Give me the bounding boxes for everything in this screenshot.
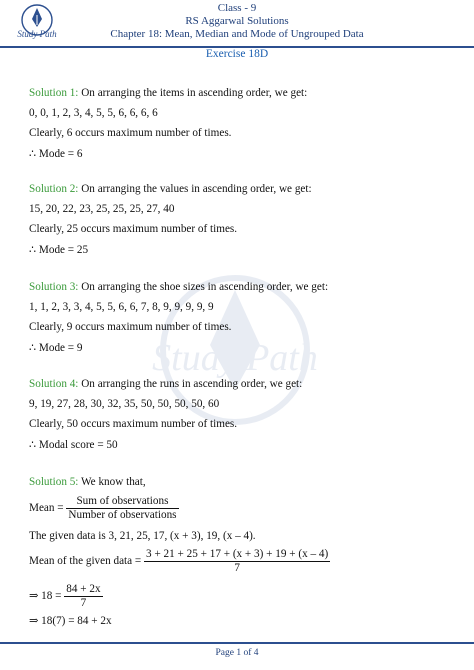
- page-header: [0, 0, 474, 46]
- solution-3-answer: ∴ Mode = 9: [29, 342, 83, 354]
- watermark-logo: [120, 270, 350, 440]
- logo-text: Study Path: [17, 29, 57, 39]
- given-data: The given data is 3, 21, 25, 17, (x + 3), 19, (x – 4).: [29, 530, 256, 542]
- solution-1-answer: ∴ Mode = 6: [29, 148, 83, 160]
- header-class: Class - 9: [217, 2, 257, 14]
- solution-2-answer: ∴ Mode = 25: [29, 244, 89, 256]
- solution-intro: On arranging the items in ascending order, we get:: [78, 87, 308, 99]
- solution-4-line: Clearly, 50 occurs maximum number of times.: [29, 418, 238, 430]
- solution-1-heading: [29, 87, 307, 99]
- solution-label: Solution 3:: [29, 281, 79, 293]
- step-1-fraction: [64, 583, 102, 610]
- step-prefix: ⇒ 18 =: [29, 590, 65, 603]
- solution-intro: On arranging the values in ascending order, we get:: [78, 183, 312, 195]
- fraction-numerator: 84 + 2x: [66, 583, 101, 595]
- solution-4-line: 9, 19, 27, 28, 30, 32, 35, 50, 50, 50, 50, 60: [29, 398, 220, 410]
- solution-intro: On arranging the shoe sizes in ascending order, we get:: [78, 281, 329, 293]
- mean-given-prefix: Mean of the given data =: [29, 555, 145, 568]
- header-book: RS Aggarwal Solutions: [185, 15, 289, 27]
- solution-label: Solution 2:: [29, 183, 79, 195]
- mean-of-given-data: [29, 548, 330, 575]
- fraction-numerator: Sum of observations: [66, 495, 178, 509]
- solution-2-line: 15, 20, 22, 23, 25, 25, 25, 27, 40: [29, 203, 175, 215]
- solution-3-heading: [29, 281, 328, 293]
- solution-3-line: 1, 1, 2, 3, 3, 4, 5, 5, 6, 6, 7, 8, 9, 9, 9, 9, 9: [29, 301, 214, 313]
- mean-formula: [29, 495, 179, 522]
- header-chapter: Chapter 18: Mean, Median and Mode of Ungrouped Data: [110, 28, 364, 40]
- solution-intro: We know that,: [78, 476, 146, 488]
- step-2: ⇒ 18(7) = 84 + 2x: [29, 615, 112, 627]
- mean-given-fraction: [144, 548, 330, 575]
- pen-nib-icon: [32, 8, 42, 27]
- solution-label: Solution 1:: [29, 87, 79, 99]
- page-footer: Page 1 of 4: [215, 648, 259, 658]
- solution-3-line: Clearly, 9 occurs maximum number of times.: [29, 321, 232, 333]
- solution-intro: On arranging the runs in ascending order, we get:: [78, 378, 303, 390]
- fraction-denominator: 7: [80, 597, 87, 609]
- fraction-numerator: 3 + 21 + 25 + 17 + (x + 3) + 19 + (x – 4): [146, 548, 329, 560]
- watermark-text: Study Path: [152, 337, 318, 379]
- solution-1-line: 0, 0, 1, 2, 3, 4, 5, 5, 6, 6, 6, 6: [29, 107, 158, 119]
- solution-label: Solution 4:: [29, 378, 79, 390]
- mean-fraction: [66, 495, 178, 522]
- fraction-denominator: 7: [234, 562, 240, 574]
- step-1: [29, 583, 103, 610]
- fraction-denominator: Number of observations: [68, 509, 177, 521]
- solution-4-heading: [29, 378, 302, 390]
- solution-2-heading: [29, 183, 312, 195]
- solution-5-heading: [29, 476, 146, 488]
- solution-label: Solution 5:: [29, 476, 79, 488]
- exercise-title: Exercise 18D: [205, 48, 269, 60]
- solution-2-line: Clearly, 25 occurs maximum number of times.: [29, 223, 238, 235]
- mean-prefix: Mean =: [29, 502, 67, 515]
- solution-1-line: Clearly, 6 occurs maximum number of times.: [29, 127, 232, 139]
- study-path-logo: [6, 3, 68, 41]
- footer-divider: [0, 642, 474, 644]
- solution-4-answer: ∴ Modal score = 50: [29, 439, 118, 451]
